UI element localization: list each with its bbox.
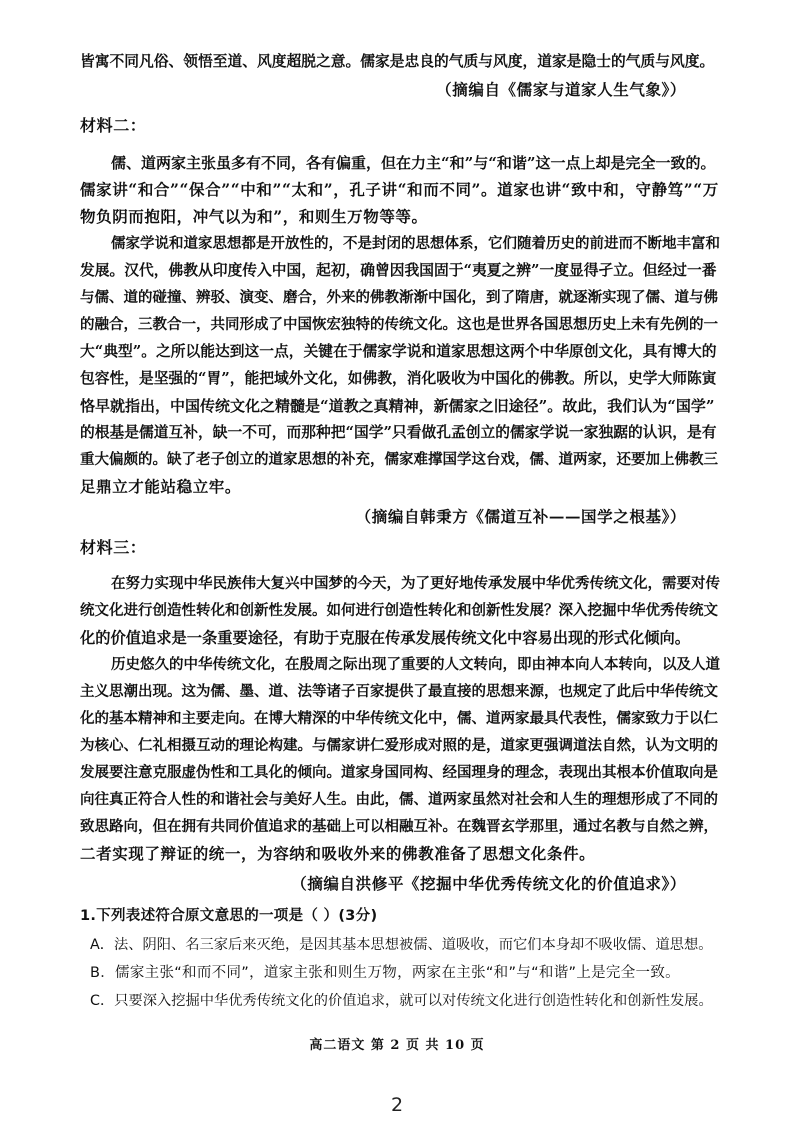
question-one-option-a: A．法、阴阳、名三家后来灭绝，是因其基本思想被儒、道吸收，而它们本身却不吸收儒、道思想。 [90,937,713,953]
material-two-line: 大“典型”。之所以能达到这一点，关键在于儒家学说和道家思想这两个中华原创文化，具有博大的 [80,343,717,360]
material-two-line: 包容性，是坚强的“胃”，能把域外文化，如佛教，消化吸收为中国化的佛教。所以，史学大师陈寅 [80,370,717,387]
material-three-line: 统文化进行创造性转化和创新性发展。如何进行创造性转化和创新性发展？深入挖掘中华优秀传统文 [80,602,718,619]
material-two-line: 物负阴而抱阳，冲气以为和”，和则生万物等等。 [80,207,428,226]
material-one-tail: 皆寓不同凡俗、领悟至道、风度超脱之意。儒家是忠良的气质与风度，道家是隐士的气质与风度。 [80,53,715,70]
material-two-line: 恪早就指出，中国传统文化之精髓是“道教之真精神，新儒家之旧途径”。故此，我们认为“国学” [80,397,715,415]
material-one-source: （摘编自《儒家与道家人生气象》） [436,80,686,99]
material-three-line: 二者实现了辩证的统一，为容纳和吸收外来的佛教准备了思想文化条件。 [80,844,596,863]
material-two-heading: 材料二： [80,116,147,135]
material-three-source: （摘编自洪修平《挖掘中华优秀传统文化的价值追求》） [291,874,686,893]
material-three-line: 化的价值追求是一条重要途径，有助于克服在传承发展传统文化中容易出现的形式化倾向。 [80,629,690,647]
material-two-line: 重大偏颇的。缺了老子创立的道家思想的补充，儒家难撑国学这台戏，儒、道两家，还要加上佛教三 [80,451,718,468]
question-one-option-c: C．只要深入挖掘中华优秀传统文化的价值追求，就可以对传统文化进行创造性转化和创新性发展。 [90,993,713,1009]
page-footer: 高二语文 第 2 页 共 10 页 [309,1038,485,1053]
material-three-line: 为核心、仁礼相摄互动的理论构建。与儒家讲仁爱形成对照的是，道家更强调道法自然，认为文明的 [80,737,718,754]
material-three-line: 向往真正符合人性的和谐社会与美好人生。由此，儒、道两家虽然对社会和人生的理想形成了不同的 [80,791,718,808]
question-one-option-b: B．儒家主张“和而不同”，道家主张和则生万物，两家在主张“和”与“和谐”上是完全一致。 [90,965,680,981]
material-three-line: 发展要注意克服虚伪性和工具化的倾向。道家身国同构、经国理身的理念，表现出其根本价值取向是 [80,764,718,781]
material-three-line: 致思路向，但在拥有共同价值追求的基础上可以相融互补。在魏晋玄学那里，通过名教与自然之辨， [80,818,718,835]
material-two-source: （摘编自韩秉方《儒道互补——国学之根基》） [355,507,686,526]
material-two-line: 发展。汉代，佛教从印度传入中国，起初，确曾因我国固于“夷夏之辨”一度显得孑立。但经过一番 [80,262,717,279]
page-number: 2 [390,1094,404,1116]
material-two-line: 儒、道两家主张虽多有不同，各有偏重，但在力主“和”与“和谐”这一点上却是完全一致的。 [111,154,716,172]
material-three-line: 在努力实现中华民族伟大复兴中国梦的今天，为了更好地传承发展中华优秀传统文化，需要对传 [111,575,720,592]
material-three-line: 历史悠久的中华传统文化，在殷周之际出现了重要的人文转向，即由神本向人本转向，以及人道 [111,656,720,673]
material-two-line: 儒家讲“和合”“保合”“中和”“太和”，孔子讲“和而不同”。道家也讲“致中和，守静笃”“万 [80,180,719,199]
material-two-line: 的融合，三教合一，共同形成了中国恢宏独特的传统文化。这也是世界各国思想历史上未有先例的一 [80,316,718,333]
material-three-line: 主义思潮出现。这为儒、墨、道、法等诸子百家提供了最直接的思想来源，也规定了此后中华传统文 [80,683,718,700]
material-two-line: 足鼎立才能站稳立牢。 [80,477,242,496]
question-one-stem: 1.下列表述符合原文意思的一项是（ ）(3分) [80,908,378,924]
material-three-line: 化的基本精神和主要走向。在博大精深的中华传统文化中，儒、道两家最具代表性，儒家致力于以仁 [80,710,718,727]
material-two-line: 与儒、道的碰撞、辨驳、演变、磨合，外来的佛教渐渐中国化，到了隋唐，就逐渐实现了儒、道与佛 [80,289,718,306]
material-three-heading: 材料三： [80,538,147,557]
material-two-line: 儒家学说和道家思想都是开放性的，不是封闭的思想体系，它们随着历史的前进而不断地丰富和 [111,235,720,252]
material-two-line: 的根基是儒道互补，缺一不可，而那种把“国学”只看做孔孟创立的儒家学说一家独踞的认识，是有 [80,424,717,441]
